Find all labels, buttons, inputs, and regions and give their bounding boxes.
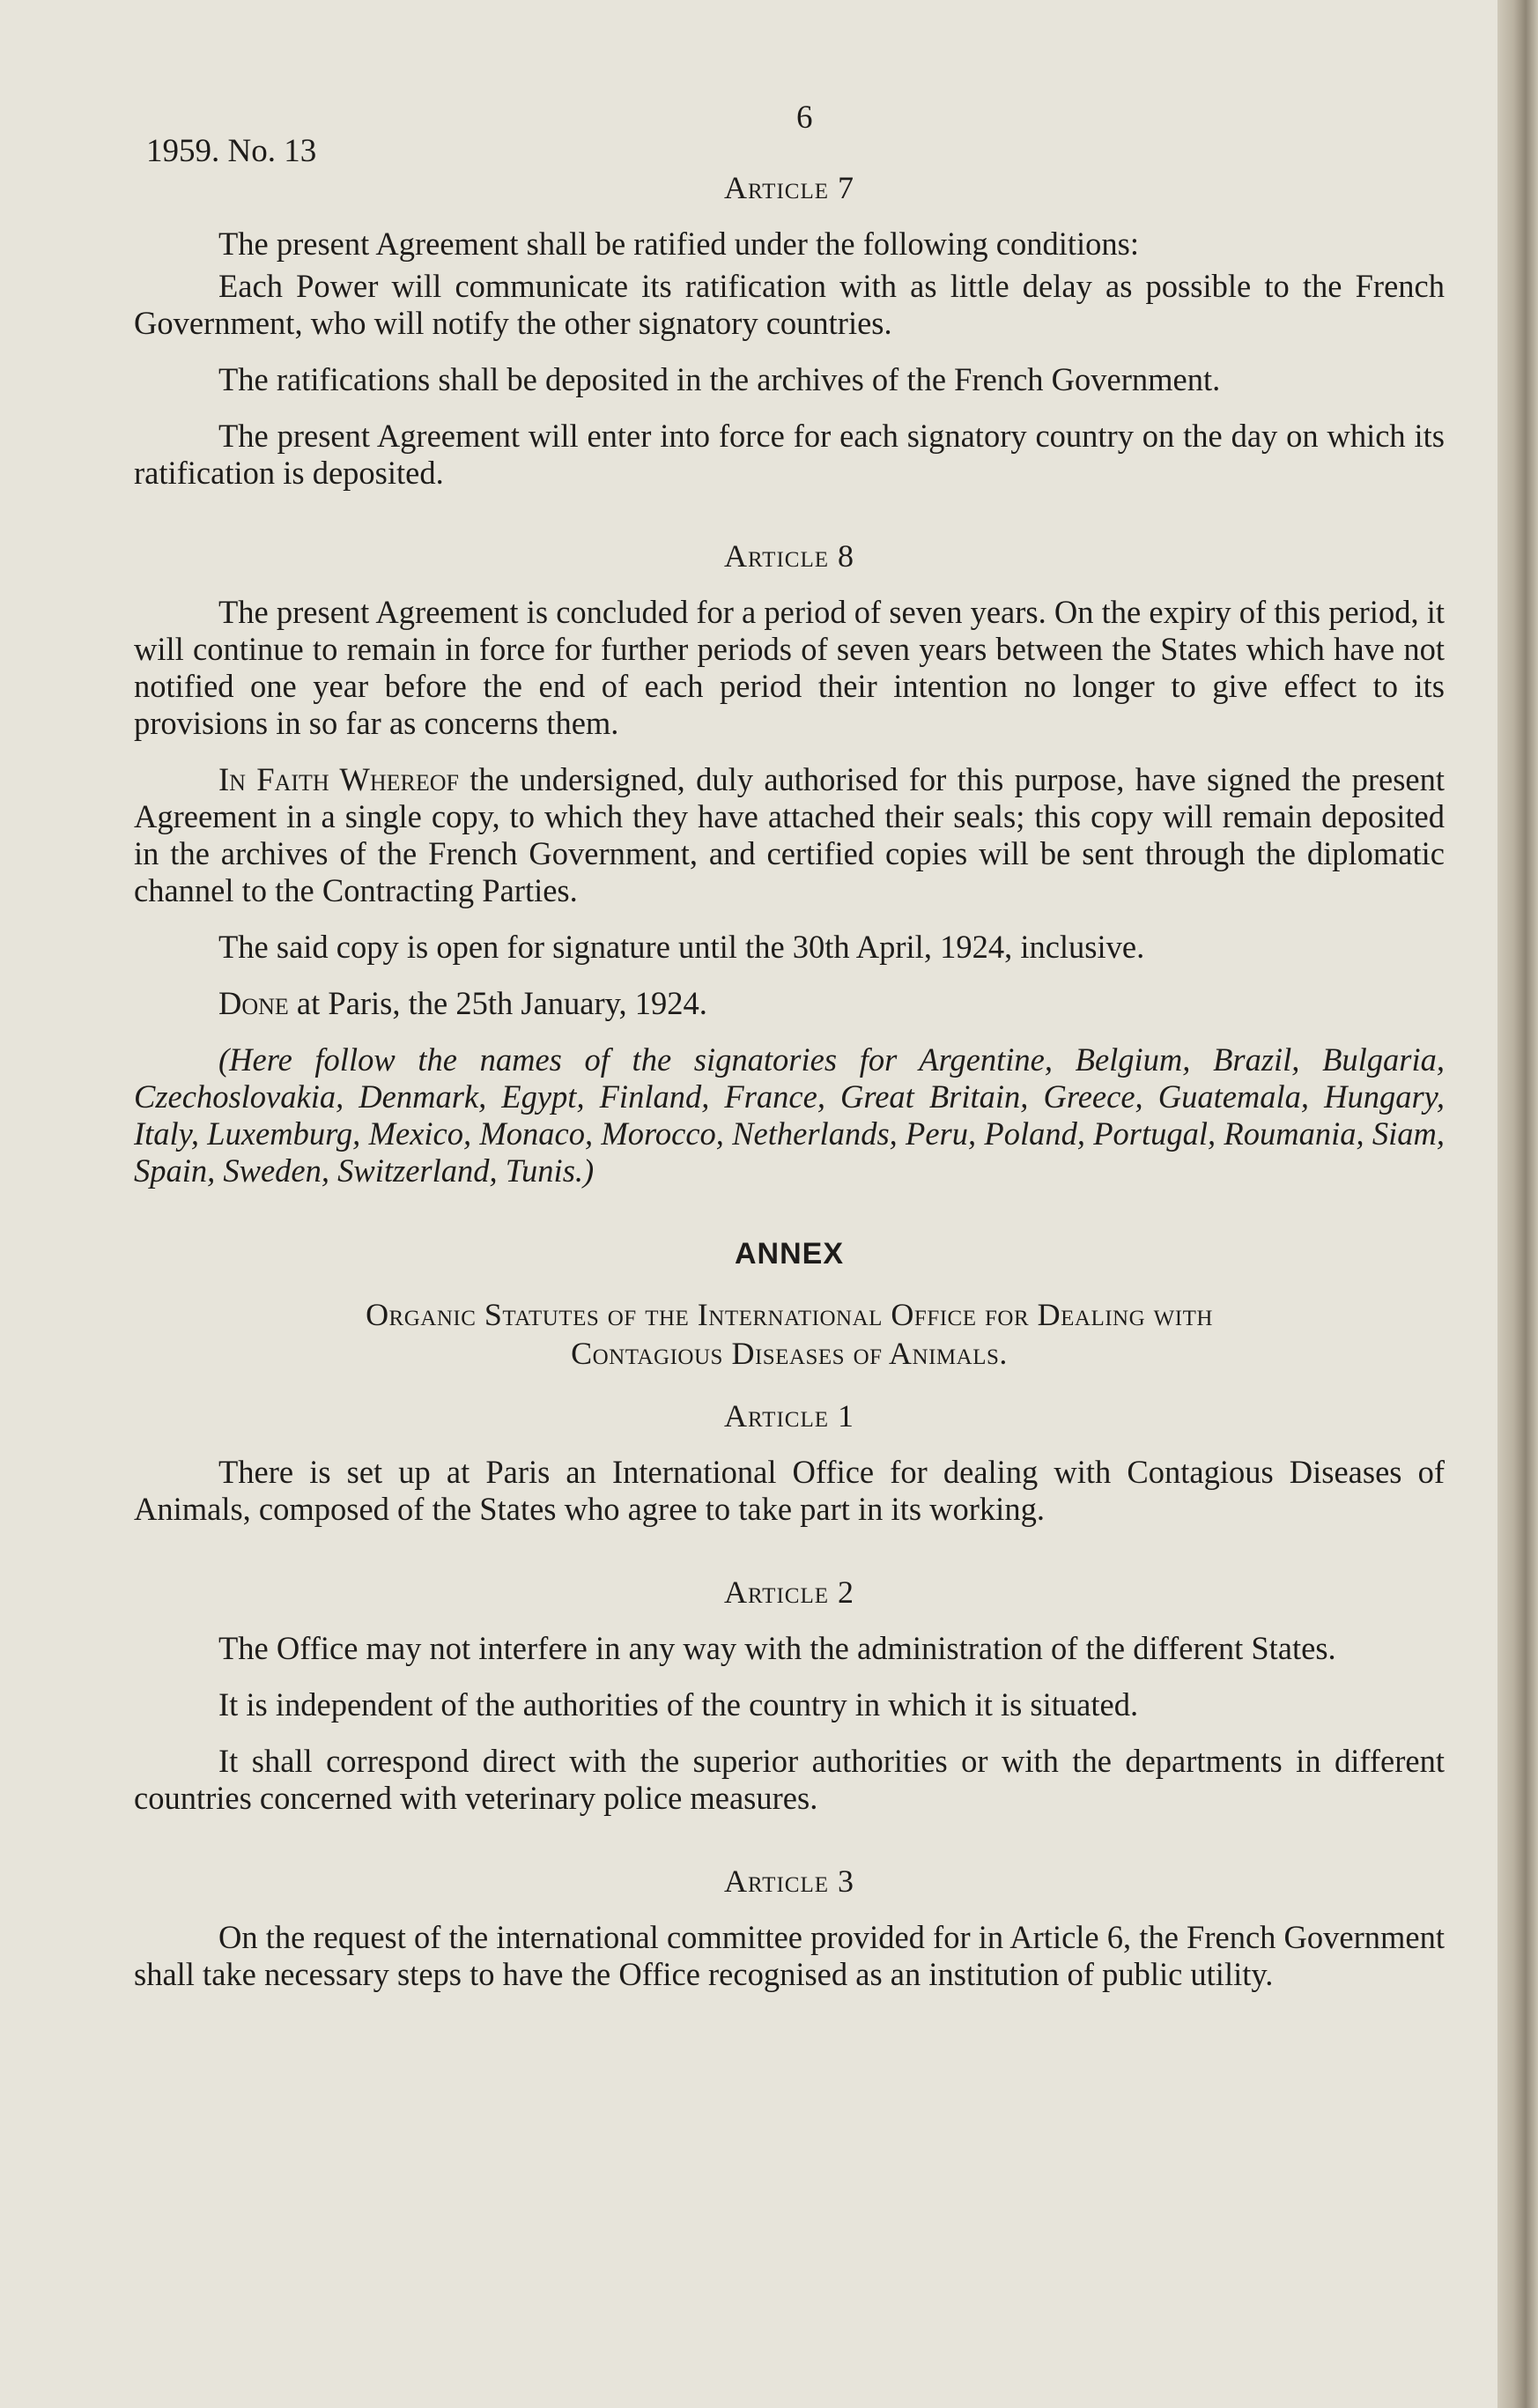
article-8-paragraph-1: The present Agreement is concluded for a period of seven years. On the expiry of this period, it will continue to remain in force for further periods of seven years between the States which have not notified one year before the end of each period their intention no longer to give effect to its provisions in so far as concerns them. bbox=[134, 594, 1445, 741]
annex-article-1-heading: Article 1 bbox=[724, 1398, 854, 1434]
in-faith-whereof-lead: In Faith Whereof bbox=[218, 761, 459, 797]
in-faith-whereof-paragraph bbox=[134, 761, 1445, 909]
annex-article-3-paragraph-1: On the request of the international committee provided for in Article 6, the French Government shall take necessary steps to have the Office recognised as an institution of public utility. bbox=[134, 1919, 1445, 1992]
in-faith-whereof-text: the undersigned, duly authorised for this purpose, have signed the present Agreement in a single copy, to which they have attached their seals; this copy will remain deposited in the archives of the French Government, and certified copies will be sent through the diplomatic channel to the Contracting Parties. bbox=[134, 761, 1446, 908]
annex-article-2-paragraph-3: It shall correspond direct with the superior authorities or with the departments in different countries concerned with veterinary police measures. bbox=[134, 1743, 1445, 1816]
annex-article-3-heading: Article 3 bbox=[724, 1863, 854, 1899]
page-number: 6 bbox=[796, 100, 813, 136]
done-text: at Paris, the 25th January, 1924. bbox=[288, 985, 707, 1021]
annex-article-2-heading: Article 2 bbox=[724, 1574, 854, 1610]
done-at-paris-paragraph bbox=[134, 985, 1445, 1022]
article-7-paragraph-4: The present Agreement will enter into force for each signatory country on the day on which its ratification is deposited. bbox=[134, 418, 1445, 491]
page-edge bbox=[1497, 0, 1538, 2408]
article-8-heading: Article 8 bbox=[724, 538, 854, 574]
open-for-signature-paragraph: The said copy is open for signature until the 30th April, 1924, inclusive. bbox=[218, 929, 1145, 965]
annex-article-2-paragraph-2: It is independent of the authorities of the country in which it is situated. bbox=[218, 1686, 1139, 1723]
article-7-paragraph-1: The present Agreement shall be ratified under the following conditions: bbox=[218, 226, 1140, 262]
statutes-title-line-1: Organic Statutes of the International Office for Dealing with bbox=[366, 1297, 1213, 1332]
annex-title: ANNEX bbox=[734, 1237, 845, 1271]
signatories-note: (Here follow the names of the signatories for Argentine, Belgium, Brazil, Bulgaria, Czechoslovakia, Denmark, Egypt, Finland, France, Great Britain, Greece, Guatemala, Hungary, Italy, Luxemburg, Mexico, Monaco, Morocco, Netherlands, Peru, Poland, Portugal, Roumania, Siam, Spain, Sweden, Switzerland, Tunis.) bbox=[134, 1041, 1445, 1189]
annex-article-1-paragraph-1: There is set up at Paris an International Office for dealing with Contagious Diseases of Animals, composed of the States who agree to take part in its working. bbox=[134, 1454, 1445, 1527]
article-7-heading: Article 7 bbox=[724, 170, 854, 205]
running-head: 1959. No. 13 bbox=[146, 133, 317, 169]
done-lead: Done bbox=[218, 985, 289, 1021]
document-body bbox=[134, 169, 1445, 2012]
article-7-paragraph-2: Each Power will communicate its ratification with as little delay as possible to the French Government, who will notify the other signatory countries. bbox=[134, 268, 1445, 341]
statutes-title bbox=[134, 1295, 1445, 1373]
annex-article-2-paragraph-1: The Office may not interfere in any way with the administration of the different States. bbox=[218, 1630, 1336, 1666]
article-7-paragraph-3: The ratifications shall be deposited in the archives of the French Government. bbox=[218, 361, 1221, 397]
statutes-title-line-2: Contagious Diseases of Animals. bbox=[571, 1336, 1008, 1371]
